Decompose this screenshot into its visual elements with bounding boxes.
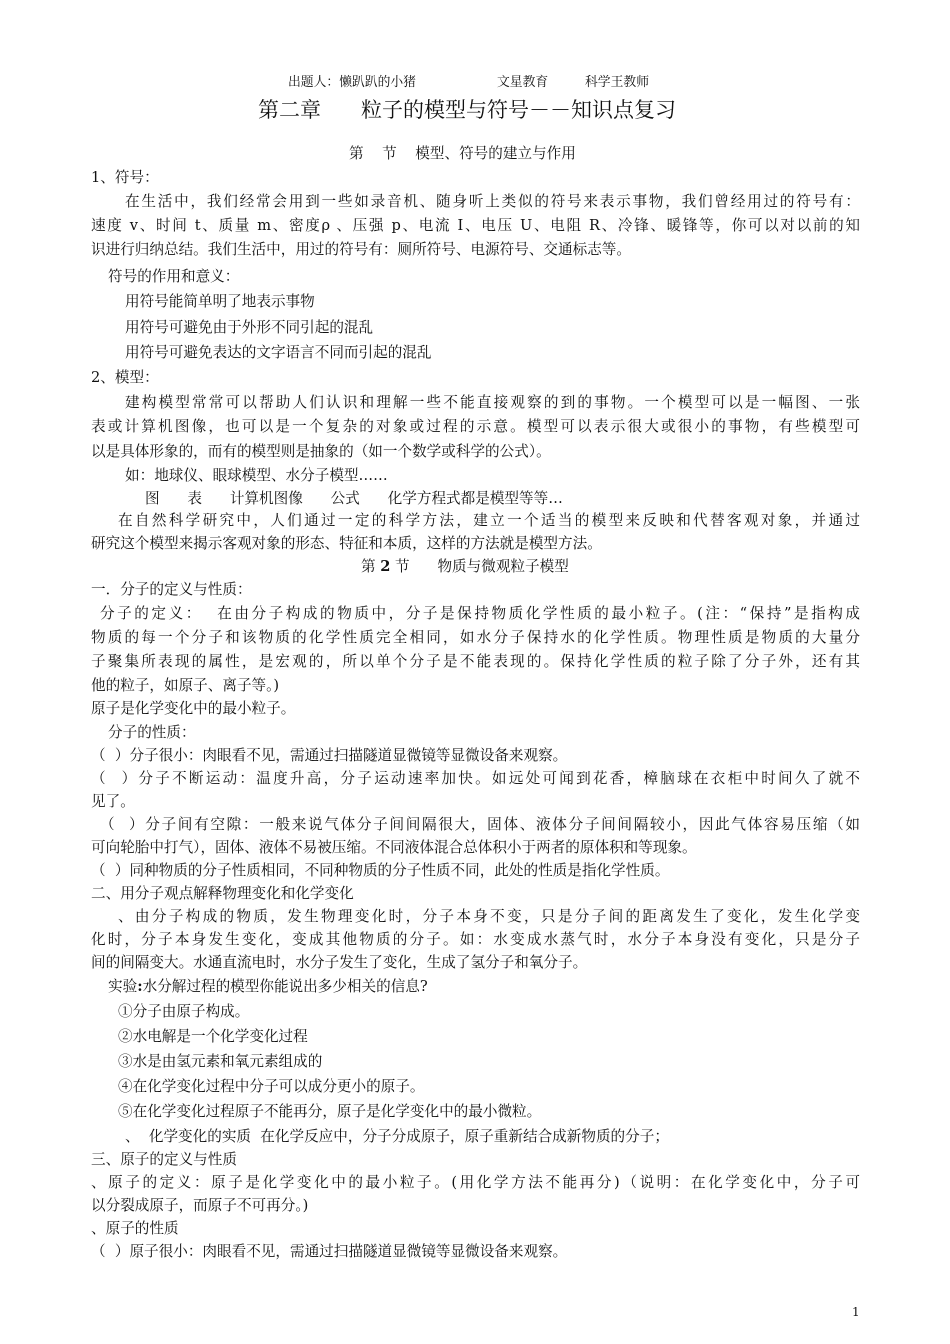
symbol-label: 1、符号： <box>91 169 159 186</box>
symbol-role-item: 用符号能简单明了地表示事物 <box>125 293 315 310</box>
symbol-para-line: 在生活中，我们经常会用到一些如录音机、随身听上类似的符号来表示事物，我们曾经用过的符号有： <box>125 193 860 210</box>
part-1-heading: 一．分子的定义与性质： <box>91 581 252 598</box>
experiment-item: ⑤在化学变化过程原子不能再分，原子是化学变化中的最小微粒。 <box>118 1103 542 1120</box>
section-1-heading: 第 节 模型、符号的建立与作用 <box>349 145 576 162</box>
teacher-name: 科学王教师 <box>585 75 649 90</box>
experiment-question: 实验:水分解过程的模型你能说出多少相关的信息? <box>108 978 428 995</box>
change-para-line: 间的间隔变大。水通直流电时，水分子发生了变化，生成了氢分子和氧分子。 <box>91 954 588 971</box>
model-para-line: 建构模型常常可以帮助人们认识和理解一些不能直接观察的到的事物。一个模型可以是一幅图、一张 <box>125 394 860 411</box>
molecule-prop-item-cont: 见了。 <box>91 793 135 810</box>
molecule-def-line: 物质的每一个分子和该物质的化学性质完全相同，如水分子保持水的化学性质。物理性质是物质的大量分 <box>91 629 860 646</box>
model-para-line: 以是具体形象的，而有的模型则是抽象的（如一个数学或科学的公式）。 <box>91 443 551 460</box>
symbol-para-line: 速度 v、时间 t、质量 m、密度ρ 、压强 p、电流 I、电压 U、电阻 R、冷锋、暖锋等，你可以对以前的知 <box>91 217 860 234</box>
page-number: 1 <box>852 1305 860 1319</box>
part-2-heading: 二、用分子观点解释物理变化和化学变化 <box>91 885 354 902</box>
change-para-line: 、由分子构成的物质，发生物理变化时，分子本身不变，只是分子间的距离发生了变化，发生化学变 <box>118 908 860 925</box>
part-3-heading: 三、原子的定义与性质 <box>91 1151 237 1168</box>
page-title: 第二章 粒子的模型与符号－－知识点复习 <box>258 98 677 122</box>
model-para-line: 表或计算机图像，也可以是一个复杂的对象或过程的示意。模型可以表示很大或很小的事物，有些模型可 <box>91 418 860 435</box>
experiment-item: ②水电解是一个化学变化过程 <box>118 1028 308 1045</box>
chemical-change-essence: 、 化学变化的实质 在化学反应中，分子分成原子，原子重新结合成新物质的分子； <box>125 1128 669 1145</box>
symbol-para-line: 识进行归纳总结。我们生活中，用过的符号有：厕所符号、电源符号、交通标志等。 <box>91 241 631 258</box>
molecule-prop-item: （ ）分子间有空隙：一般来说气体分子间间隔很大，固体、液体分子间间隔较小，因此气体容易压缩（如 <box>100 816 860 833</box>
model-method-line: 在自然科学研究中，人们通过一定的科学方法，建立一个适当的模型来反映和代替客观对象，并通过 <box>118 512 860 529</box>
model-method-line: 研究这个模型来揭示客观对象的形态、特征和本质，这样的方法就是模型方法。 <box>91 535 602 552</box>
experiment-item: ①分子由原子构成。 <box>118 1003 250 1020</box>
atom-prop-item: （ ）原子很小：肉眼看不见，需通过扫描隧道显微镜等显微设备来观察。 <box>91 1243 568 1260</box>
section-2-heading: 第 2 节 物质与微观粒子模型 <box>361 558 569 575</box>
atom-prop-heading: 、原子的性质 <box>91 1220 179 1237</box>
org-name: 文星教育 <box>497 75 549 90</box>
experiment-item: ③水是由氢元素和氧元素组成的 <box>118 1053 323 1070</box>
molecule-prop-item-cont: 可向轮胎中打气），固体、液体不易被压缩。不同液体混合总体积小于两者的原体积和等现象。 <box>91 839 697 856</box>
molecule-prop-item: （ ）同种物质的分子性质相同，不同种物质的分子性质不同，此处的性质是指化学性质。 <box>91 862 670 879</box>
symbol-role-item: 用符号可避免表达的文字语言不同而引起的混乱 <box>125 344 432 361</box>
molecule-prop-item: （ ）分子很小：肉眼看不见，需通过扫描隧道显微镜等显微设备来观察。 <box>91 747 568 764</box>
molecule-def-line: 分子的定义： 在由分子构成的物质中，分子是保持物质化学性质的最小粒子。(注：“保持”是指构成 <box>100 605 860 622</box>
experiment-item: ④在化学变化过程中分子可以成分更小的原子。 <box>118 1078 425 1095</box>
symbol-role-heading: 符号的作用和意义： <box>108 268 240 285</box>
model-types: 图 表 计算机图像 公式 化学方程式都是模型等等… <box>145 490 563 507</box>
molecule-def-line: 他的粒子，如原子、离子等。) <box>91 677 280 694</box>
molecule-prop-item: （ ）分子不断运动：温度升高，分子运动速率加快。如远处可闻到花香，樟脑球在衣柜中时间久了就不 <box>91 770 860 787</box>
atom-definition-short: 原子是化学变化中的最小粒子。 <box>91 700 296 717</box>
molecule-prop-heading: 分子的性质： <box>108 724 196 741</box>
atom-def-line: 以分裂成原子，而原子不可再分。) <box>91 1197 309 1214</box>
atom-def-line: 、原子的定义：原子是化学变化中的最小粒子。(用化学方法不能再分)（说明：在化学变化中，分子可 <box>91 1174 860 1191</box>
symbol-role-item: 用符号可避免由于外形不同引起的混乱 <box>125 319 374 336</box>
model-example: 如：地球仪、眼球模型、水分子模型…… <box>125 467 388 484</box>
change-para-line: 化时，分子本身发生变化，变成其他物质的分子。如：水变成水蒸气时，水分子本身没有变化，只是分子 <box>91 931 860 948</box>
author-line: 出题人：懒趴趴的小猪 <box>288 75 416 90</box>
model-label: 2、模型： <box>91 369 159 386</box>
molecule-def-line: 子聚集所表现的属性，是宏观的，所以单个分子是不能表现的。保持化学性质的粒子除了分子外，还有其 <box>91 653 860 670</box>
